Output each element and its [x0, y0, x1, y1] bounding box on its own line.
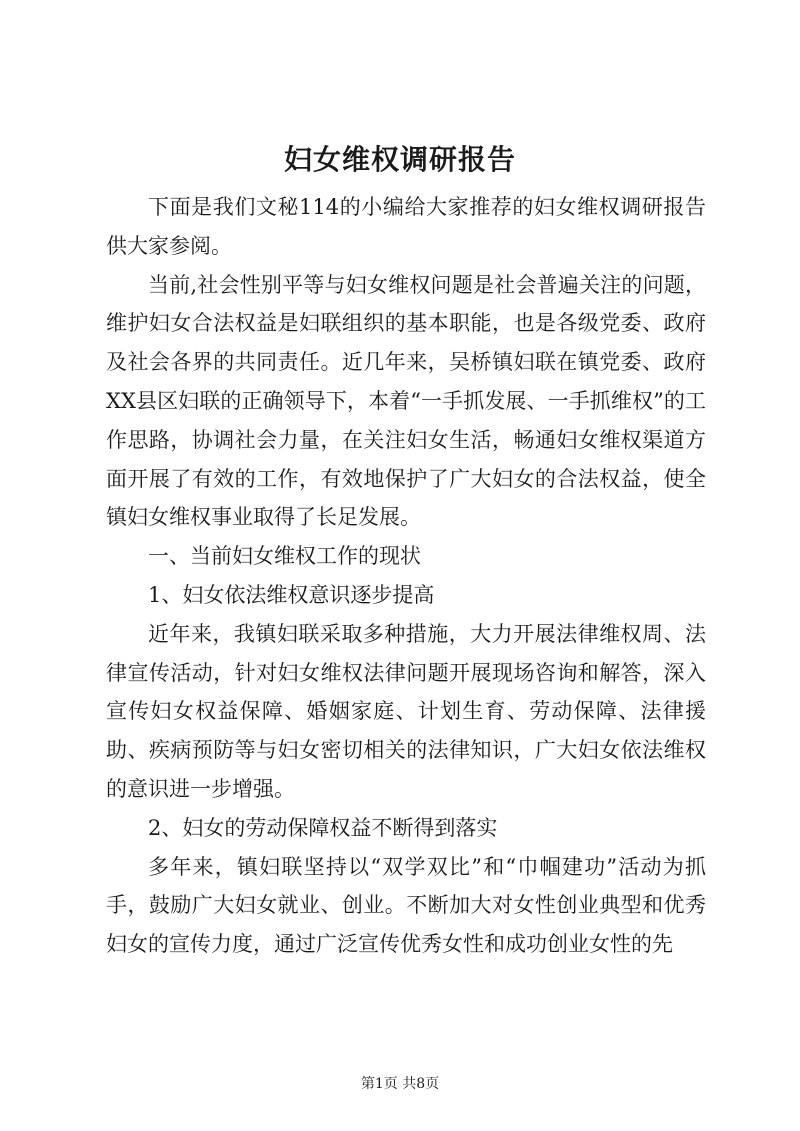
page-footer: 第1页 共8页: [360, 1076, 440, 1092]
subheading-labor-rights: 2、妇女的劳动保障权益不断得到落实: [148, 815, 498, 840]
paragraph-background: 当前,社会性别平等与妇女维权问题是社会普遍关注的问题，维护妇女合法权益是妇联组织的基本职能，也是各级党委、政府及社会各界的共同责任。近几年来，吴桥镇妇联在镇党委、政府XX县区妇联的正确领导下，本着“一手抓发展、一手抓维权”的工作思路，协调社会力量，在关注妇女生活，畅通妇女维权渠道方面开展了有效的工作，有效地保护了广大妇女的合法权益，使全镇妇女维权事业取得了长足发展。: [106, 272, 706, 530]
document-body: [106, 188, 706, 964]
subheading-awareness: 1、妇女依法维权意识逐步提高: [148, 582, 435, 607]
paragraph-intro: 下面是我们文秘114的小编给大家推荐的妇女维权调研报告供大家参阅。: [106, 195, 706, 258]
paragraph-awareness: 近年来，我镇妇联采取多种措施，大力开展法律维权周、法律宣传活动，针对妇女维权法律问题开展现场咨询和解答，深入宣传妇女权益保障、婚姻家庭、计划生育、劳动保障、法律援助、疾病预防等与妇女密切相关的法律知识，广大妇女依法维权的意识进一步增强。: [106, 621, 706, 801]
document-title: 妇女维权调研报告: [283, 143, 516, 176]
section-heading-status: 一、当前妇女维权工作的现状: [148, 544, 421, 569]
paragraph-labor-rights: 多年来，镇妇联坚持以“双学双比”和“巾帼建功”活动为抓手，鼓励广大妇女就业、创业。不断加大对女性创业典型和优秀妇女的宣传力度，通过广泛宣传优秀女性和成功创业女性的先: [106, 854, 706, 957]
